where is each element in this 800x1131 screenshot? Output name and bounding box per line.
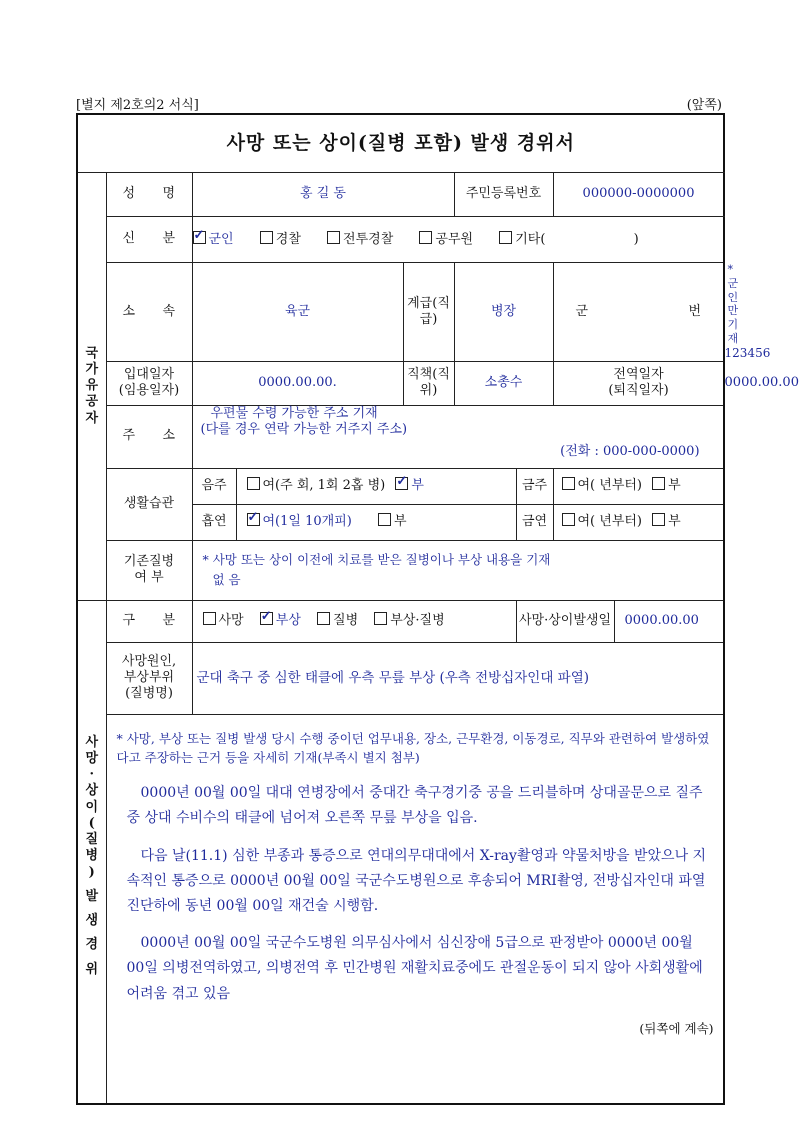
checkbox-icon[interactable] bbox=[247, 513, 260, 526]
checkbox-icon[interactable] bbox=[247, 477, 260, 490]
checkbox-icon[interactable] bbox=[317, 612, 330, 625]
address-line-1: 우편물 수령 가능한 주소 기재 bbox=[210, 405, 378, 421]
quit-drink-option-yes[interactable]: 여( 년부터) bbox=[562, 478, 643, 493]
address-value[interactable] bbox=[192, 405, 724, 468]
disease-answer: 없 음 bbox=[212, 572, 241, 587]
section-label-incident: 사 망 · 상 이 ( 질 병 ) 발 생 경 위 bbox=[77, 600, 106, 1104]
status-option-police[interactable]: 경찰 bbox=[260, 232, 301, 247]
type-label: 구 분 bbox=[106, 600, 192, 642]
type-option-disease[interactable]: 질병 bbox=[317, 613, 358, 628]
name-value[interactable]: 홍 길 동 bbox=[192, 173, 454, 217]
smoke-options bbox=[236, 504, 516, 540]
type-option-injury[interactable]: ✓ 부상 bbox=[260, 613, 301, 628]
incident-date-label: 사망·상이발생일 bbox=[516, 600, 614, 642]
form-number: [별지 제2호의2 서식] bbox=[76, 98, 199, 113]
rank-label: 계급(직급) bbox=[403, 263, 454, 362]
type-options bbox=[192, 600, 516, 642]
incident-paragraph-2: 다음 날(11.1) 심한 부종과 통증으로 연대의무대대에서 X-ray촬영과 약물처방을 받았으나 지속적인 통증으로 0000년 00월 00일 국군수도병원으로 후송되어 MRI촬영, 전방십자인대 파열 진단하에 동년 00월 00일 재건술 시행함. bbox=[126, 847, 707, 914]
status-option-combat-police[interactable]: 전투경찰 bbox=[327, 232, 393, 247]
checkbox-icon[interactable] bbox=[395, 477, 408, 490]
status-options bbox=[192, 217, 724, 263]
drink-option-yes[interactable]: 여(주 회, 1회 2홉 병) bbox=[247, 478, 386, 493]
cause-value[interactable]: 군대 축구 중 심한 태클에 우측 무릎 부상 (우측 전방십자인대 파열) bbox=[192, 642, 724, 714]
disease-value[interactable] bbox=[192, 540, 724, 600]
enlist-date-label: 입대일자 (임용일자) bbox=[106, 361, 192, 405]
quit-drink-option-no[interactable]: 부 bbox=[652, 478, 681, 493]
status-option-soldier[interactable]: ✓ 군인 bbox=[193, 232, 234, 247]
service-number-note: *군인만 기재 bbox=[727, 263, 739, 345]
checkbox-icon[interactable] bbox=[562, 477, 575, 490]
service-number-label: 군 번 bbox=[553, 263, 724, 362]
duty-label: 직책(직위) bbox=[403, 361, 454, 405]
checkbox-icon[interactable] bbox=[652, 513, 665, 526]
smoke-label: 흡연 bbox=[192, 504, 236, 540]
quit-smoke-label: 금연 bbox=[516, 504, 553, 540]
smoke-option-no[interactable]: 부 bbox=[378, 514, 407, 529]
duty-value[interactable]: 소총수 bbox=[454, 361, 553, 405]
quit-smoke-option-no[interactable]: 부 bbox=[652, 514, 681, 529]
drink-label: 음주 bbox=[192, 468, 236, 504]
address-line-2: (다를 경우 연락 가능한 거주지 주소) bbox=[200, 421, 408, 437]
checkbox-icon[interactable] bbox=[378, 513, 391, 526]
quit-drink-options bbox=[553, 468, 724, 504]
quit-smoke-options bbox=[553, 504, 724, 540]
type-option-death[interactable]: 사망 bbox=[203, 613, 244, 628]
type-option-injury-disease[interactable]: 부상·질병 bbox=[374, 613, 444, 628]
cause-label: 사망원인, 부상부위 (질병명) bbox=[106, 642, 192, 714]
habits-label: 생활습관 bbox=[106, 468, 192, 540]
disease-note: * 사망 또는 상이 이전에 치료를 받은 질병이나 부상 내용을 기재 bbox=[202, 552, 551, 567]
status-label: 신 분 bbox=[106, 217, 192, 263]
discharge-date-label: 전역일자 (퇴직일자) bbox=[553, 361, 724, 405]
incident-paragraph-1: 0000년 00월 00일 대대 연병장에서 중대간 축구경기중 공을 드리블하며 상대골문으로 질주 중 상대 수비수의 태클에 넘어져 오른쪽 무릎 부상을 입음. bbox=[126, 785, 703, 827]
checkbox-icon[interactable] bbox=[327, 231, 340, 244]
disease-label: 기존질병 여 부 bbox=[106, 540, 192, 600]
drink-options bbox=[236, 468, 516, 504]
quit-drink-label: 금주 bbox=[516, 468, 553, 504]
checkbox-icon[interactable] bbox=[260, 612, 273, 625]
status-other-close: ) bbox=[633, 231, 639, 247]
checkbox-icon[interactable] bbox=[260, 231, 273, 244]
incident-instructions: * 사망, 부상 또는 질병 발생 당시 수행 중이던 업무내용, 장소, 근무환경, 이동경로, 직무와 관련하여 발생하였다고 주장하는 근거 등을 자세히 기재(부족시 별지 첨부) bbox=[116, 730, 710, 765]
section-label-patriot: 국 가 유 공 자 bbox=[77, 173, 106, 601]
checkbox-icon[interactable] bbox=[193, 231, 206, 244]
checkbox-icon[interactable] bbox=[652, 477, 665, 490]
address-label: 주 소 bbox=[106, 405, 192, 468]
form-title: 사망 또는 상이(질병 포함) 발생 경위서 bbox=[77, 114, 724, 173]
smoke-option-yes[interactable]: ✓ 여(1일 10개피) bbox=[247, 514, 352, 529]
checkbox-icon[interactable] bbox=[374, 612, 387, 625]
unit-label: 소 속 bbox=[106, 263, 192, 362]
rrn-label: 주민등록번호 bbox=[454, 173, 553, 217]
continued-note: (뒤쪽에 계속) bbox=[639, 1020, 714, 1036]
address-phone: (전화 : 000-000-0000) bbox=[560, 444, 700, 459]
page-side: (앞쪽) bbox=[686, 98, 722, 113]
incident-report-form: 사망 또는 상이(질병 포함) 발생 경위서 국 가 유 공 자 성 명 홍 길 동 주민등록번호 000000-0000000 신 분 ✓ 군인 경찰 전투경찰 공무원 기타( ) 소 속 육군 계급(직급) 병장 군 번 *군인만 기재 123456 입대일자 (임용일자) 0000.00.00. 직책(직위) 소총수 전역일자 (퇴직일자) 0000.00.00 주 소 우편물 수령 가능한 주소 기재 (다를 경우 연락 가능한 거주지 주소) (전화 : 000-000-0000) 생활습관 음주 여(주 회, 1회 2홉 병) ✓ 부 금주 여( 년부터) 부 흡연 ✓ 여(1일 10개피) 부 금연 여( 년부터) 부 기존질병 여 부 * 사망 또는 상이 이전에 치료를 받은 질병이나 부상 내용을 기재 없 음 사 망 · 상 이 ( 질 병 ) 발 생 경 위 구 분 사망 ✓ 부상 질병 부상·질병 사망·상이발생일 0000.00.00 사망원인, 부상부위 (질병명) 군대 축구 중 심한 태클에 우측 무릎 부상 (우측 전방십자인대 파열) * 사망, 부상 또는 질병 발생 당시 수행 중이던 업무내용, 장소, 근무환경, 이동경로, 직무와 관련하여 발생하였다고 주장하는 근거 등을 자세히 기재(부족시 별지 첨부) 0000년 00월 00일 대대 연병장에서 중대간 축구경기중 공을 드리블하며 상대골문으로 질주 중 상대 수비수의 태클에 넘어져 오른쪽 무릎 부상을 입음. 다음 날(11.1) 심한 부종과 통증으로 연대의무대대에서 X-ray촬영과 약물처방을 받았으나 지속적인 통증으로 0000년 00월 00일 국군수도병원으로 후송되어 MRI촬영, 전방십자인대 파열 진단하에 동년 00월 00일 재건술 시행함. 0000년 00월 00일 국군수도병원 의무심사에서 심신장애 5급으로 판정받아 0000년 00월 00일 의병전역하였고, 의병전역 후 민간병원 재활치료중에도 관절운동이 되지 않아 사회생활에 어려움 겪고 있음 (뒤쪽에 계속) bbox=[76, 113, 725, 1105]
incident-date-value[interactable]: 0000.00.00 bbox=[614, 600, 724, 642]
unit-value[interactable]: 육군 bbox=[192, 263, 403, 362]
status-option-other[interactable]: 기타( bbox=[499, 232, 545, 247]
checkbox-icon[interactable] bbox=[203, 612, 216, 625]
drink-option-no[interactable]: ✓ 부 bbox=[395, 478, 424, 493]
status-option-civil-servant[interactable]: 공무원 bbox=[419, 232, 473, 247]
name-label: 성 명 bbox=[106, 173, 192, 217]
rank-value[interactable]: 병장 bbox=[454, 263, 553, 362]
checkbox-icon[interactable] bbox=[499, 231, 512, 244]
quit-smoke-option-yes[interactable]: 여( 년부터) bbox=[562, 514, 643, 529]
incident-paragraph-3: 0000년 00월 00일 국군수도병원 의무심사에서 심신장애 5급으로 판정받아 0000년 00월 00일 의병전역하였고, 의병전역 후 민간병원 재활치료중에도 관절운동이 되지 않아 사회생활에 어려움 겪고 있음 bbox=[126, 935, 703, 1002]
checkbox-icon[interactable] bbox=[562, 513, 575, 526]
checkbox-icon[interactable] bbox=[419, 231, 432, 244]
incident-details[interactable] bbox=[106, 714, 724, 1104]
enlist-date-value[interactable]: 0000.00.00. bbox=[192, 361, 403, 405]
rrn-value[interactable]: 000000-0000000 bbox=[553, 173, 724, 217]
